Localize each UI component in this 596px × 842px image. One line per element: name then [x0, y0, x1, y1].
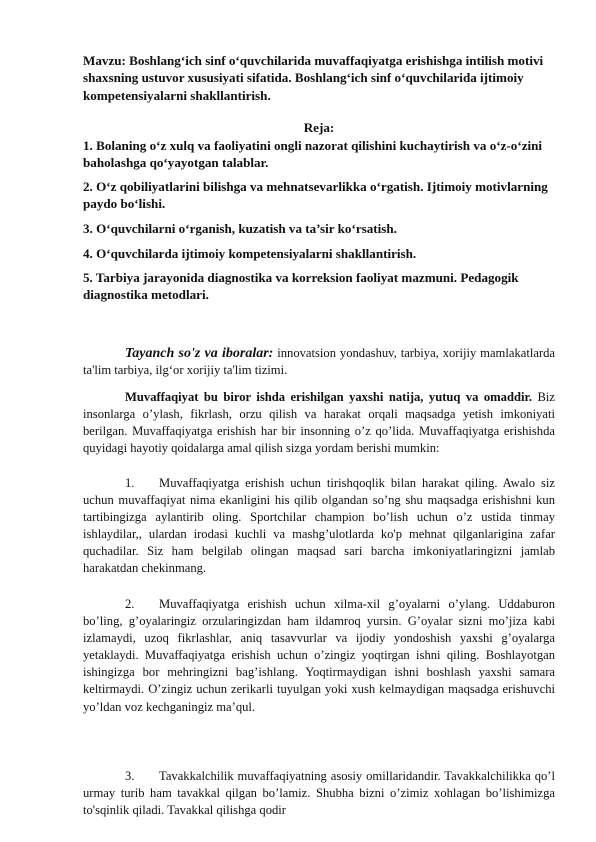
success-intro: Biz insonlarga o’ylash, fikrlash, orzu qilish va harakat orqali maqsadga yetish imkoniyati berilgan. Muvaffaqiyatga erishish har bir insonning o’z qo’lida. Muvaffaqiyatga erishishda quyidagi hayotiy qoidalarga amal qilish sizga yordam berishi mumkin:	[83, 390, 555, 456]
plan-item-4: 4. O‘quvchilarda ijtimoiy kompetensiyalarni shakllantirish.	[83, 246, 417, 261]
success-paragraph	[83, 389, 555, 457]
keywords-text: innovatsion yondashuv, tarbiya, xorijiy mamlakatlarda ta'lim tarbiya, ilg‘or xorijiy ta'lim tizimi.	[83, 346, 555, 378]
keywords-label: Tayanch so'z va iboralar:	[125, 346, 274, 361]
topic-title: Mavzu: Boshlang‘ich sinf o‘quvchilarida muvaffaqiyatga erishishga intilish motivi shaxsning ustuvor xususiyati sifatida. Boshlang‘ich sinf o‘quvchilarida ijtimoiy kompetensiyalarni shakllantirish.	[83, 53, 544, 103]
rule-text: Muvaffaqiyatga erishish uchun xilma-xil g’oyalarni o’ylang. Uddaburon bo’ling, g’oyalaringiz orzularingizdan ham ildamroq yursin. G’oyalar sizni mo’jiza kabi izlamaydi, uzoq fikrlashlar, aniq tasavvurlar va ijodiy yondoshish yaxshi g’oyalarga yetaklaydi. Muvaffaqiyatga erishish uchun o’zingiz yoqtirgan ishni qiling. Boshlayotgan ishingizga bor mehringizni bag’ishlang. Yoqtirmaydigan ishni boshlash yaxshi samara keltirmaydi. O’zingiz uchun zerikarli tuyulgan yoki xush kelmaydigan maqsadga erishuvchi yo’ldan voz kechganingiz ma’qul.	[83, 597, 555, 714]
rule-item-1	[83, 475, 555, 578]
plan-heading: Reja:	[303, 120, 335, 135]
success-heading: Muvaffaqiyat bu biror ishda erishilgan yaxshi natija, yutuq va omaddir.	[125, 390, 533, 404]
keywords-paragraph	[83, 345, 555, 379]
rule-text: Tavakkalchilik muvaffaqiyatning asosiy omillaridandir. Tavakkalchilikka qo’l urmay turib ham tavakkal qilgan bo’lamiz. Shubha bizni o’zimiz xohlagan bo’lishimizga to'sqinlik qiladi. Tavakkal qilishga qodir	[83, 769, 555, 818]
plan-item-2: 2. O‘z qobiliyatlarini bilishga va mehnatsevarlikka o‘rgatish. Ijtimoiy motivlarning paydo bo‘lishi.	[83, 179, 548, 212]
rule-text: Muvaffaqiyatga erishish uchun tirishqoqlik bilan harakat qiling. Awalo siz uchun muvaffaqiyat nima ekanligini his qilib olgandan so’ng shu maqsadga erishishni kun tartibingizga aylantirib oling. Sportchilar champion bo’lish uchun o’z ustida tinmay ishlaydilar,, ulardan irodasi kuchli va mashg’ulotlarda ko'p mehnat qilganlarigina zafar quchadilar. Siz ham belgilab olingan maqsad sari barcha imkoniyatlaringizni jamlab harakatdan chekinmang.	[83, 476, 555, 576]
rule-item-3	[83, 768, 555, 819]
plan-item-5: 5. Tarbiya jarayonida diagnostika va korreksion faoliyat mazmuni. Pedagogik diagnostika metodlari.	[83, 270, 519, 303]
rule-number: 3.	[125, 769, 135, 783]
rule-number: 2.	[125, 597, 135, 611]
plan-item-3: 3. O‘quvchilarni o‘rganish, kuzatish va ta’sir ko‘rsatish.	[83, 221, 397, 236]
rule-item-2	[83, 596, 555, 716]
rule-number: 1.	[125, 476, 135, 490]
plan-item-1: 1. Bolaning o‘z xulq va faoliyatini ongli nazorat qilishini kuchaytirish va o‘z-o‘zini baholashga qo‘yayotgan talablar.	[83, 138, 543, 171]
